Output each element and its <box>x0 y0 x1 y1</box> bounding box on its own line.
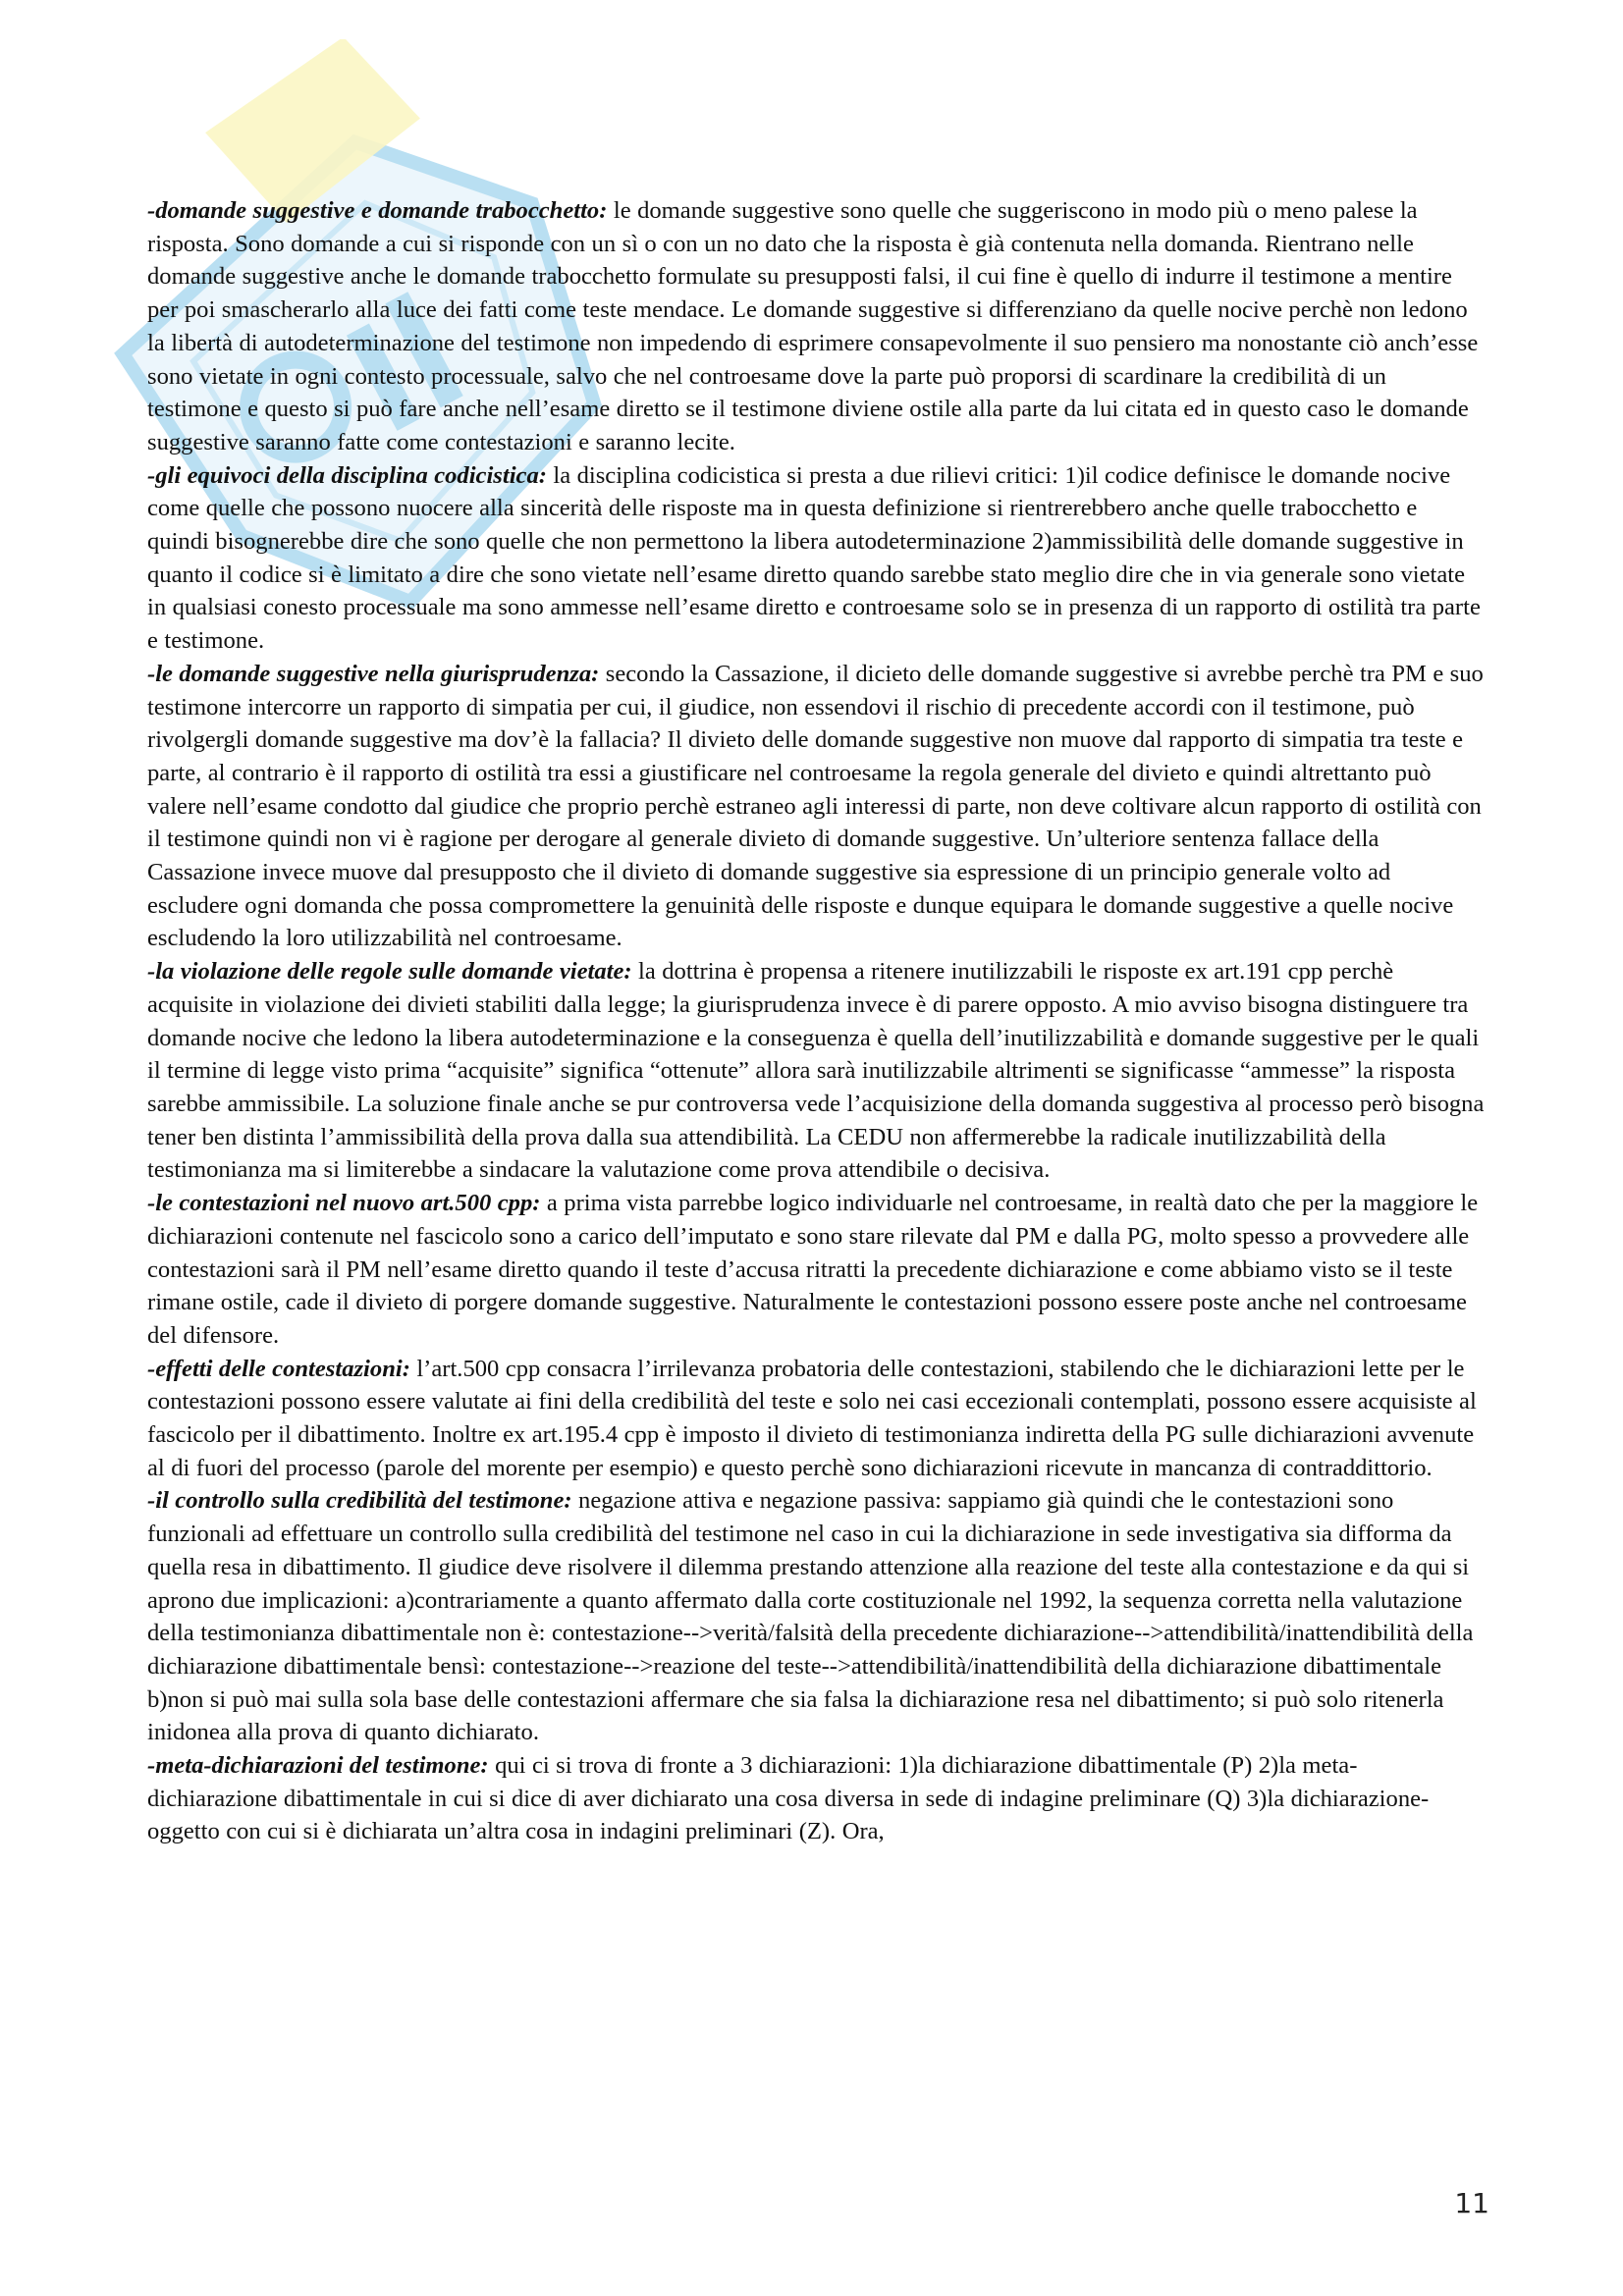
paragraph-heading: -le domande suggestive nella giurisprudenza: <box>147 660 600 687</box>
paragraph-heading: -domande suggestive e domande trabocchetto: <box>147 197 608 224</box>
paragraph-text: a prima vista parrebbe logico individuarle nel controesame, in realtà dato che per la maggiore le dichiarazioni contenute nel fascicolo sono a carico dell’imputato e sono stare rilevate dal PM e dalla PG, molto spesso a provvedere alle contestazioni sarà il PM nell’esame diretto quando il teste d’accusa ritratti la precedente dichiarazione e come abbiamo visto se il teste rimane ostile, cade il divieto di porgere domande suggestive. Naturalmente le contestazioni possono essere poste anche nel controesame del difensore. <box>147 1190 1479 1349</box>
paragraph-text: negazione attiva e negazione passiva: sappiamo già quindi che le contestazioni sono funzionali ad effettuare un controllo sulla credibilità del testimone nel caso in cui la dichiarazione in sede investigativa sia difforma da quella resa in dibattimento. Il giudice deve risolvere il dilemma prestando attenzione alla reazione del teste alla contestazione e da qui si aprono due implicazioni: a)contrariamente a quanto affermato dalla corte costituzionale nel 1992, la sequenza corretta nella valutazione della testimonianza dibattimentale non è: contestazione-->verità/falsità della precedente dichiarazione-->attendibilità/inattendibilità della dichiarazione dibattimentale bensì: contestazione-->reazione del teste-->attendibilità/inattendibilità della dichiarazione dibattimentale b)non si può mai sulla sola base delle contestazioni affermare che sia falsa la dichiarazione resa nel dibattimento; si può solo ritenerla inidonea alla prova di quanto dichiarato. <box>147 1487 1474 1746</box>
paragraph-violazione-regole <box>147 955 1485 1187</box>
paragraph-text: la dottrina è propensa a ritenere inutilizzabili le risposte ex art.191 cpp perchè acquisite in violazione dei divieti stabiliti dalla legge; la giurisprudenza invece è di parere opposto. A mio avviso bisogna distinguere tra domande nocive che ledono la libera autodeterminazione e la conseguenza è quella dell’inutilizzabilità e domande suggestive per le quali il termine di legge visto prima “acquisite” significa “ottenute” allora sarà inutilizzabile altrimenti se significasse “ammesse” la risposta sarebbe ammissibile. La soluzione finale anche se pur controversa vede l’acquisizione della domanda suggestiva al processo però bisogna tener ben distinta l’ammissibilità della prova dalla sua attendibilità. La CEDU non affermerebbe la radicale inutilizzabilità della testimonianza ma si limiterebbe a sindacare la valutazione come prova attendibile o decisiva. <box>147 958 1485 1184</box>
paragraph-text: l’art.500 cpp consacra l’irrilevanza probatoria delle contestazioni, stabilendo che le dichiarazioni lette per le contestazioni possono essere valutate ai fini della credibilità del teste e solo nei casi eccezionali contemplati, possono essere acquisiste al fascicolo per il dibattimento. Inoltre ex art.195.4 cpp è imposto il divieto di testimonianza indiretta della PG sulle dichiarazioni avvenute al di fuori del processo (parole del morente per esempio) e questo perchè sono dichiarazioni ricevute in mancanza di contraddittorio. <box>147 1355 1477 1481</box>
paragraph-text: qui ci si trova di fronte a 3 dichiarazioni: 1)la dichiarazione dibattimentale (P) 2)la meta-dichiarazione dibattimentale in cui si dice di aver dichiarato una cosa diversa in sede di indagine preliminare (Q) 3)la dichiarazione-oggetto con cui si è dichiarata un’altra cosa in indagini preliminari (Z). Ora, <box>147 1752 1430 1845</box>
paragraph-heading: -le contestazioni nel nuovo art.500 cpp: <box>147 1190 541 1217</box>
paragraph-heading: -meta-dichiarazioni del testimone: <box>147 1752 489 1780</box>
paragraph-effetti-contestazioni <box>147 1353 1485 1485</box>
paragraph-equivoci-disciplina <box>147 459 1485 658</box>
document-body <box>147 194 1485 1848</box>
paragraph-domande-suggestive <box>147 194 1485 459</box>
paragraph-text: la disciplina codicistica si presta a due rilievi critici: 1)il codice definisce le domande nocive come quelle che possono nuocere alla sincerità delle risposte ma in questa definizione si rientrerebbero anche quelle trabocchetto e quindi bisognerebbe dire che sono quelle che non permettono la libera autodeterminazione 2)ammissibilità delle domande suggestive in quanto il codice si è limitato a dire che sono vietate nell’esame diretto quando sarebbe stato meglio dire che in via generale sono vietate in qualsiasi conesto processuale ma sono ammesse nell’esame diretto e controesame solo se in presenza di un rapporto di ostilità tra parte e testimone. <box>147 461 1481 655</box>
paragraph-heading: -effetti delle contestazioni: <box>147 1355 410 1382</box>
page-number: 11 <box>1454 2187 1489 2219</box>
paragraph-giurisprudenza <box>147 658 1485 955</box>
paragraph-text: secondo la Cassazione, il dicieto delle domande suggestive si avrebbe perchè tra PM e suo testimone intercorre un rapporto di simpatia per cui, il giudice, non essendovi il rischio di precedente accordi con il testimone, può rivolgergli domande suggestive ma dov’è la fallacia? Il divieto delle domande suggestive non muove dal rapporto di simpatia tra teste e parte, al contrario è il rapporto di ostilità tra essi a giustificare nel controesame la regola generale del divieto e quindi altrettanto può valere nell’esame condotto dal giudice che proprio perchè estraneo agli interessi di parte, non deve coltivare alcun rapporto di ostilità con il testimone quindi non vi è ragione per derogare al generale divieto di domande suggestive. Un’ulteriore sentenza fallace della Cassazione invece muove dal presupposto che il divieto di domande suggestive sia espressione di un principio generale volto ad escludere ogni domanda che possa compromettere la genuinità delle risposte e dunque equipara le domande suggestive a quelle nocive escludendo la loro utilizzabilità nel controesame. <box>147 660 1484 952</box>
paragraph-meta-dichiarazioni <box>147 1749 1485 1848</box>
paragraph-heading: -la violazione delle regole sulle domande vietate: <box>147 958 632 986</box>
paragraph-heading: -gli equivoci della disciplina codicistica: <box>147 461 547 489</box>
paragraph-controllo-credibilita <box>147 1484 1485 1749</box>
paragraph-text: le domande suggestive sono quelle che suggeriscono in modo più o meno palese la risposta. Sono domande a cui si risponde con un sì o con un no dato che la risposta è già contenuta nella domanda. Rientrano nelle domande suggestive anche le domande trabocchetto formulate su presupposti falsi, il cui fine è quello di indurre il testimone a mentire per poi smascherarlo alla luce dei fatti come teste mendace. Le domande suggestive si differenziano da quelle nocive perchè non ledono la libertà di autodeterminazione del testimone non impedendo di esprimere consapevolmente il suo pensiero ma nonostante ciò anch’esse sono vietate in ogni contesto processuale, salvo che nel controesame dove la parte può proporsi di scardinare la credibilità di un testimone e questo si può fare anche nell’esame diretto se il testimone diviene ostile alla parte da lui citata ed in questo caso le domande suggestive saranno fatte come contestazioni e saranno lecite. <box>147 197 1479 455</box>
paragraph-heading: -il controllo sulla credibilità del testimone: <box>147 1487 572 1515</box>
paragraph-contestazioni-art500 <box>147 1187 1485 1353</box>
